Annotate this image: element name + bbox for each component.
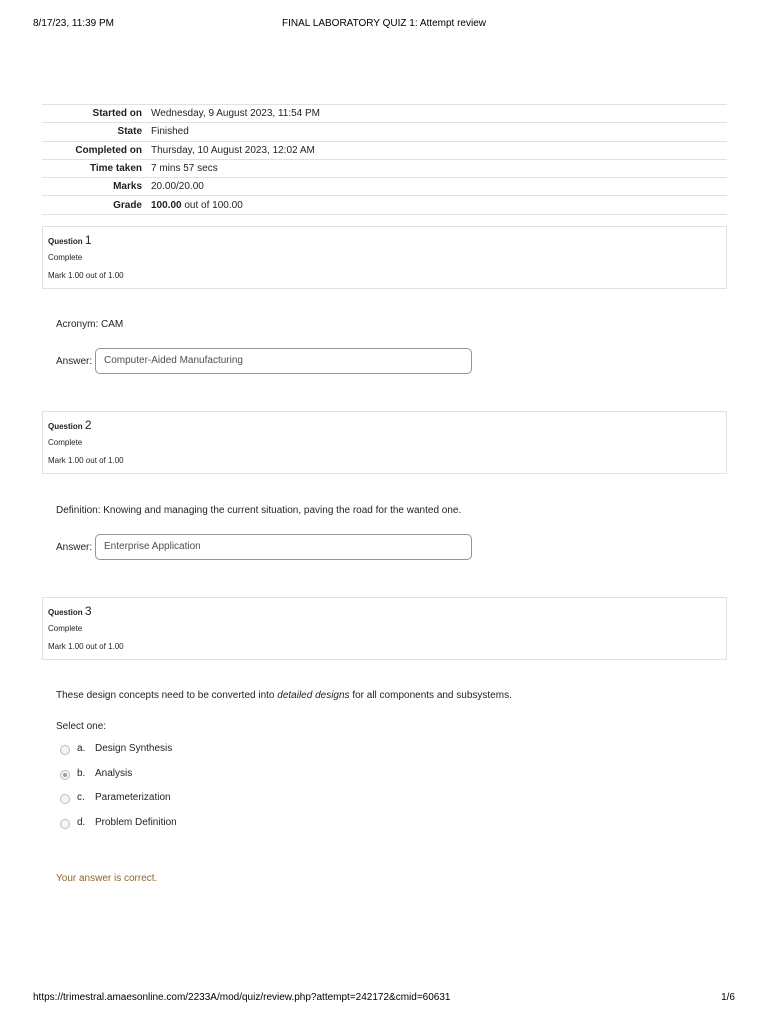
question-1-text: Acronym: CAM: [56, 319, 124, 330]
question-3-text: [56, 690, 512, 701]
summary-row-grade: [42, 196, 727, 214]
answer-field-q2[interactable]: Enterprise Application: [95, 534, 472, 560]
summary-label: Marks: [113, 181, 142, 193]
print-datetime: 8/17/23, 11:39 PM: [33, 18, 114, 29]
print-footer: [0, 992, 768, 1006]
option-letter: d.: [77, 817, 86, 828]
radio-button-checked[interactable]: [60, 770, 70, 780]
question-1-info: [42, 226, 727, 289]
summary-value: 7 mins 57 secs: [151, 163, 218, 175]
question-prefix: Question: [48, 422, 85, 431]
option-letter: b.: [77, 768, 86, 779]
question-num: 3: [84, 604, 92, 618]
question-num: 2: [84, 418, 92, 432]
question-grade: Mark 1.00 out of 1.00: [48, 456, 124, 465]
option-letter: c.: [77, 792, 85, 803]
summary-label: State: [117, 126, 142, 138]
question-prefix: Question: [48, 237, 85, 246]
summary-row: [42, 178, 727, 196]
radio-button[interactable]: [60, 819, 70, 829]
answer-feedback: Your answer is correct.: [56, 873, 158, 884]
question-state: Complete: [48, 624, 83, 633]
radio-button[interactable]: [60, 745, 70, 755]
summary-label: Started on: [92, 108, 142, 120]
summary-value: Finished: [151, 126, 189, 138]
question-2-text: Definition: Knowing and managing the current situation, paving the road for the wanted one.: [56, 505, 462, 516]
question-text-part: for all components and subsystems.: [349, 690, 512, 701]
option-text: Problem Definition: [95, 817, 177, 828]
print-title: FINAL LABORATORY QUIZ 1: Attempt review: [282, 18, 486, 29]
answer-label: Answer:: [56, 356, 93, 367]
summary-value: Thursday, 10 August 2023, 12:02 AM: [151, 144, 315, 156]
question-number: [48, 604, 92, 618]
select-one-label: Select one:: [56, 721, 107, 732]
summary-value: Wednesday, 9 August 2023, 11:54 PM: [151, 108, 321, 120]
answer-label: Answer:: [56, 542, 93, 553]
question-state: Complete: [48, 253, 83, 262]
grade-label: Grade: [113, 199, 142, 211]
grade-value: 100.00: [151, 199, 182, 211]
question-number: [48, 418, 92, 432]
question-grade: Mark 1.00 out of 1.00: [48, 642, 124, 651]
grade-out-of: out of 100.00: [181, 199, 243, 211]
question-state: Complete: [48, 438, 83, 447]
question-number: [48, 233, 92, 247]
question-3-info: [42, 597, 727, 660]
summary-label: Time taken: [89, 163, 142, 175]
option-text: Parameterization: [95, 792, 171, 803]
grade-value-cell: [146, 196, 727, 214]
print-header: [0, 18, 768, 32]
attempt-summary-table: [42, 104, 727, 215]
question-2-info: [42, 411, 727, 474]
summary-label: Completed on: [75, 144, 142, 156]
answer-field-q1[interactable]: Computer-Aided Manufacturing: [95, 348, 472, 374]
question-num: 1: [84, 233, 92, 247]
page-number: 1/6: [721, 992, 735, 1003]
question-text-emphasis: detailed designs: [277, 690, 350, 701]
page-url: https://trimestral.amaesonline.com/2233A/mod/quiz/review.php?attempt=242172&cmid=60631: [33, 992, 451, 1003]
summary-row: [42, 159, 727, 177]
summary-value: 20.00/20.00: [151, 181, 204, 193]
radio-button[interactable]: [60, 794, 70, 804]
summary-row: [42, 123, 727, 141]
question-text-part: These design concepts need to be converted into: [56, 690, 278, 701]
option-text: Analysis: [95, 768, 133, 779]
option-letter: a.: [77, 743, 86, 754]
option-text: Design Synthesis: [95, 743, 173, 754]
summary-row: [42, 105, 727, 123]
question-grade: Mark 1.00 out of 1.00: [48, 271, 124, 280]
question-prefix: Question: [48, 608, 85, 617]
summary-row: [42, 141, 727, 159]
